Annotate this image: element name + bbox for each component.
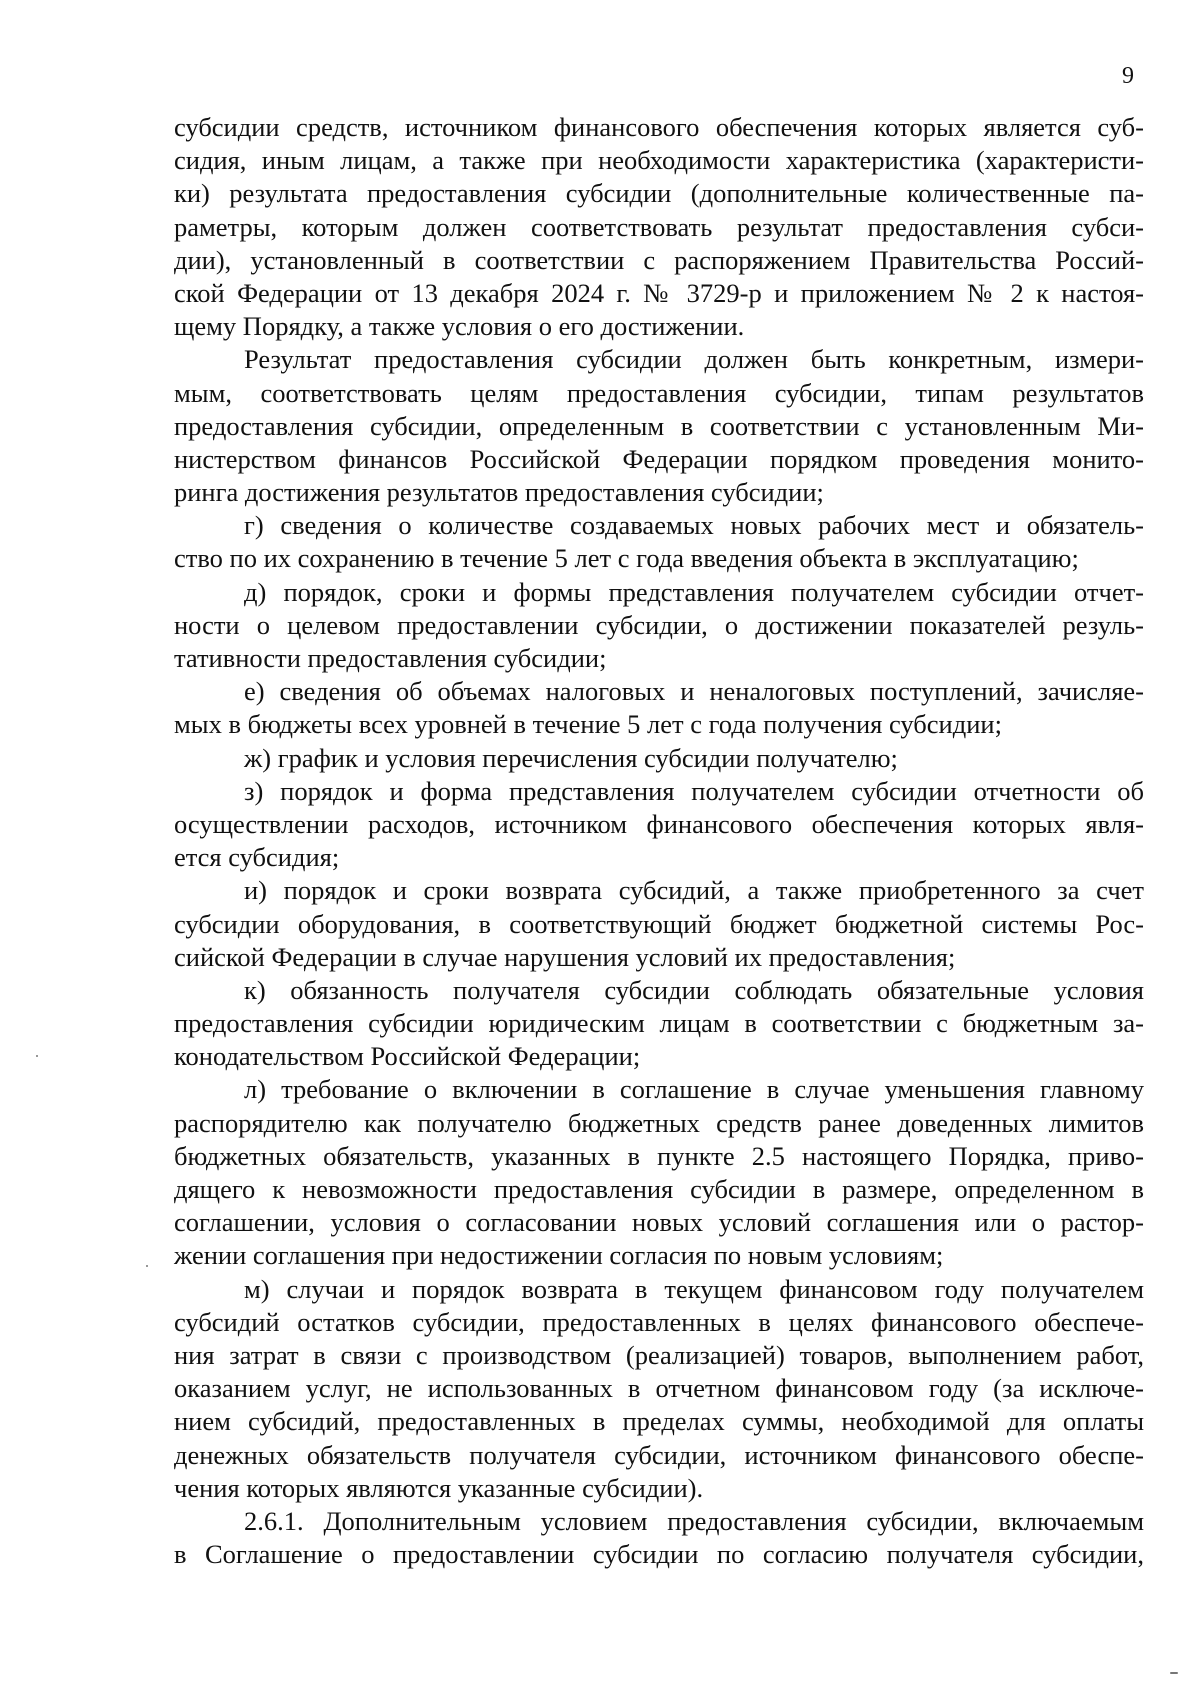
text-line: л) требование о включении в соглашение в случае уменьшения главному — [244, 1074, 1144, 1105]
text-line: к) обязанность получателя субсидии соблюдать обязательные условия — [244, 974, 1144, 1005]
scan-speck — [146, 1265, 148, 1267]
text-line: мых в бюджеты всех уровней в течение 5 лет с года получения субсидии; — [174, 709, 1002, 740]
page-number: 9 — [1122, 63, 1134, 89]
scan-speck — [1170, 1672, 1178, 1674]
scan-speck — [36, 1055, 38, 1057]
text-line: сийской Федерации в случае нарушения условий их предоставления; — [174, 941, 956, 972]
text-line: бюджетных обязательств, указанных в пункте 2.5 настоящего Порядка, приво- — [174, 1140, 1144, 1171]
text-line: чения которых являются указанные субсидии). — [174, 1472, 704, 1503]
text-line: дии), установленный в соответствии с распоряжением Правительства Россий- — [174, 244, 1144, 275]
text-line: субсидии средств, источником финансового обеспечения которых является суб- — [174, 112, 1144, 142]
text-line: осуществлении расходов, источником финансового обеспечения которых явля- — [174, 808, 1144, 839]
text-line: мым, соответствовать целям предоставления субсидии, типам результатов — [174, 377, 1144, 408]
text-line: раметры, которым должен соответствовать результат предоставления субси- — [174, 211, 1144, 242]
text-line: дящего к невозможности предоставления субсидии в размере, определенном в — [174, 1174, 1144, 1204]
body-text — [174, 111, 1144, 1571]
text-line: предоставления субсидии юридическим лицам в соответствии с бюджетным за- — [174, 1008, 1144, 1039]
text-line: соглашении, условия о согласовании новых условий соглашения или о растор- — [174, 1207, 1144, 1238]
text-line: нием субсидий, предоставленных в пределах суммы, необходимой для оплаты — [174, 1406, 1144, 1437]
text-line: субсидии оборудования, в соответствующий бюджет бюджетной системы Рос- — [174, 908, 1144, 939]
text-line: г) сведения о количестве создаваемых новых рабочих мест и обязатель- — [244, 510, 1144, 541]
text-line: денежных обязательств получателя субсидии, источником финансового обеспе- — [174, 1439, 1144, 1470]
text-line: ки) результата предоставления субсидии (дополнительные количественные па- — [174, 178, 1144, 209]
text-line: конодательством Российской Федерации; — [174, 1041, 641, 1072]
text-line: ется субсидия; — [174, 842, 340, 873]
text-line: распорядителю как получателю бюджетных средств ранее доведенных лимитов — [174, 1107, 1144, 1138]
text-line: щему Порядку, а также условия о его достижении. — [174, 311, 745, 342]
text-line: жении соглашения при недостижении согласия по новым условиям; — [174, 1240, 944, 1271]
text-line: ности о целевом предоставлении субсидии, о достижении показателей резуль- — [174, 609, 1144, 640]
text-line: ж) график и условия перечисления субсидии получателю; — [244, 742, 898, 773]
text-line: тативности предоставления субсидии; — [174, 643, 607, 673]
text-line: сидия, иным лицам, а также при необходимости характеристика (характеристи- — [174, 145, 1144, 176]
text-line: субсидий остатков субсидии, предоставленных в целях финансового обеспече- — [174, 1306, 1144, 1337]
text-line: нистерством финансов Российской Федерации порядком проведения монито- — [174, 443, 1144, 474]
text-line: предоставления субсидии, определенным в соответствии с установленным Ми- — [174, 410, 1144, 441]
text-line: м) случаи и порядок возврата в текущем финансовом году получателем — [244, 1273, 1144, 1304]
text-line: е) сведения об объемах налоговых и неналоговых поступлений, зачисляе- — [244, 676, 1144, 707]
text-line: и) порядок и сроки возврата субсидий, а также приобретенного за счет — [244, 875, 1144, 906]
text-line: ской Федерации от 13 декабря 2024 г. № 3729-р и приложением № 2 к настоя- — [174, 277, 1144, 308]
text-line: з) порядок и форма представления получателем субсидии отчетности об — [244, 775, 1144, 806]
text-line: оказанием услуг, не использованных в отчетном финансовом году (за исключе- — [174, 1373, 1144, 1404]
text-line: д) порядок, сроки и формы представления получателем субсидии отчет- — [244, 576, 1144, 607]
text-line: в Соглашение о предоставлении субсидии по согласию получателя субсидии, — [174, 1539, 1144, 1570]
text-line: 2.6.1. Дополнительным условием предоставления субсидии, включаемым — [244, 1505, 1144, 1536]
text-line: ство по их сохранению в течение 5 лет с года введения объекта в эксплуатацию; — [174, 543, 1079, 574]
text-line: ния затрат в связи с производством (реализацией) товаров, выполнением работ, — [174, 1339, 1144, 1370]
text-line: ринга достижения результатов предоставления субсидии; — [174, 477, 824, 508]
text-line: Результат предоставления субсидии должен быть конкретным, измери- — [244, 344, 1144, 375]
